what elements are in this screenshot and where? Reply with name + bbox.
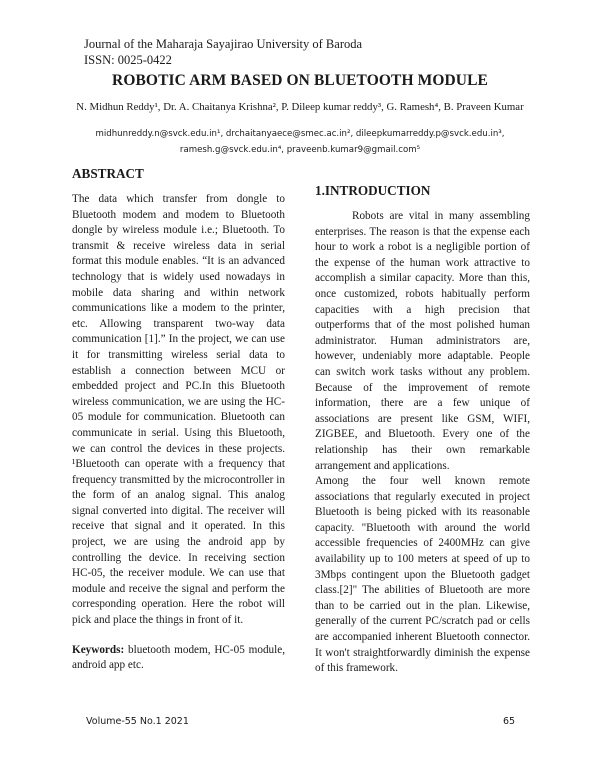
left-column	[72, 166, 285, 674]
keywords-text: bluetooth modem, HC-05 module, android app etc.	[72, 643, 285, 672]
author-list: N. Midhun Reddy¹, Dr. A. Chaitanya Krishna², P. Dileep kumar reddy³, G. Ramesh⁴, B. Praveen Kumar	[76, 101, 524, 113]
journal-name: Journal of the Maharaja Sayajirao University of Baroda	[84, 37, 363, 51]
footer-volume: Volume-55 No.1 2021	[86, 716, 189, 727]
abstract-body: The data which transfer from dongle to Bluetooth modem and modem to Bluetooth dongle by wireless module i.e.; Bluetooth. To transmit & receive wireless data in serial format this module enables. “It is an advanced technology that is widely used nowadays in mobile data sharing and within network communications like a modem to the printer, etc. Allowing transparent two-way data communication [1].” In the project, we can use it for transmitting wireless serial data to establish a connection between MCU or embedded project and PC.In this Bluetooth wireless communication, we are using the HC-05 module for communication. Bluetooth can communicate in serial. Using this Bluetooth, we can control the devices in these projects. ¹Bluetooth can operate with a frequency that frequency transmitted by the microcontroller in the form of an analog signal. This analog signal converted into digital. The receiver will receive that signal and it operated. In this project, we are using the android app by controlling the device. In receiving section HC-05, the receiver module. We can use that module and receive the signal and perform the corresponding operation. Here the robot will pick and place the things in front of it.	[72, 193, 285, 627]
paper-title: ROBOTIC ARM BASED ON BLUETOOTH MODULE	[112, 72, 488, 89]
right-column	[315, 183, 530, 677]
introduction-heading: 1.INTRODUCTION	[315, 183, 431, 198]
abstract-heading: ABSTRACT	[72, 166, 144, 181]
journal-issn: ISSN: 0025-0422	[84, 53, 172, 67]
keywords-label: Keywords:	[72, 643, 125, 656]
author-emails	[0, 126, 600, 158]
introduction-paragraph-1: Robots are vital in many assembling enterprises. The reason is that the expense each hour to work a robot is a negligible portion of the expense of the human work attractive to accomplish a similar capacity. More than this, once customized, robots habitually perform capacities with a high precision that outperforms that of the most polished human administrator. Human administrators are, however, undeniably more adaptable. People can switch work tasks without any problem. Because of the improvement of remote information, there are a few unique of associations are present like GSM, WIFI, ZIGBEE, and Bluetooth. Every one of the relationship has their own remarkable arrangement and applications.	[315, 210, 530, 472]
email-line-2: ramesh.g@svck.edu.in⁴, praveenb.kumar9@gmail.com⁵	[179, 145, 421, 155]
email-line-1: midhunreddy.n@svck.edu.in¹, drchaitanyaece@smec.ac.in², dileepkumarreddy.p@svck.edu.in³,	[95, 129, 505, 139]
journal-header	[84, 36, 362, 68]
introduction-paragraph-2: Among the four well known remote associations that regularly executed in project Bluetooth is being picked with its reasonable capacity. "Bluetooth with around the world accessible frequencies of 2400MHz can give availability up to 100 meters at speed of up to 3Mbps contingent upon the Bluetooth gadget class.[2]" The abilities of Bluetooth are more than to be carried out in the plan. Likewise, generally of the current PC/scratch pad or cells are accompanied inherent Bluetooth connector. It won't straightforwardly diminish the expense of this framework.	[315, 475, 530, 675]
keywords	[72, 643, 285, 674]
page-number: 65	[503, 716, 516, 727]
